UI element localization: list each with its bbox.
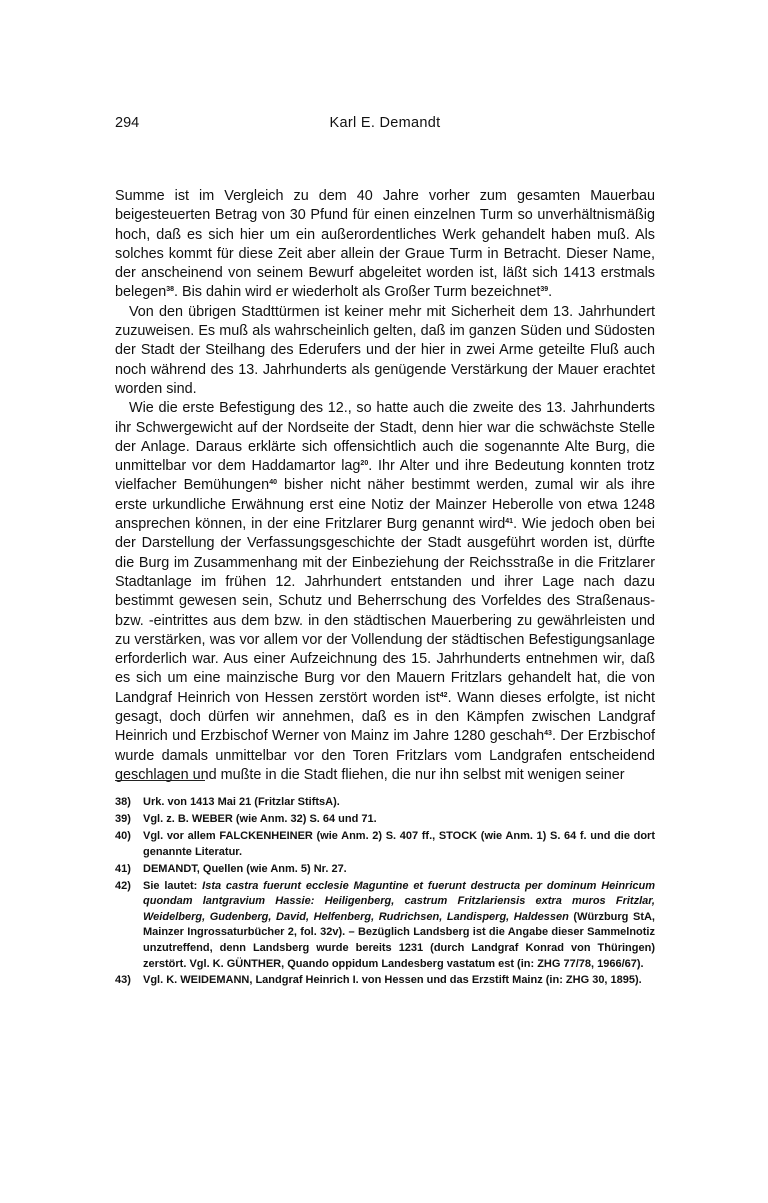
footnote-40 (115, 829, 655, 860)
footnote-38 (115, 795, 655, 811)
text-run: Wie die erste Befestigung des 12., so hatte auch die zweite des 13. Jahrhunderts ihr Schwergewicht auf der Nordseite der Stadt, denn hier war die schwächste Stelle der Anlage. Daraus erklärte sich offensichtlich auch die sogenannte Alte Burg, die unmittelbar vor dem Haddamartor lag (115, 400, 655, 475)
footnote-ref-38: 38 (166, 286, 175, 294)
footnote-text: Vgl. K. WEIDEMANN, Landgraf Heinrich I. von Hessen und das Erzstift Mainz (in: ZHG 30, 1895). (143, 974, 642, 987)
footnote-divider (115, 780, 205, 781)
latin-quotation: Ista castra fuerunt ecclesie Maguntine et fuerunt destructa per dominum Heinricum quondam lantgravium Hassie: Heiligenberg, castrum Fritzlariensis extra muros Fritzlar, Weidelberg, Gudenberg, David, Helfenberg, Rudrichsen, Landisperg, Haldessen (143, 879, 655, 923)
text-run: bisher nicht näher bestimmt werden, zumal wir als ihre erste urkundliche Erwähnung erst eine Notiz der Mainzer Heberolle von etwa 1248 ansprechen können, in der eine Fritzlarer Burg genannt wird (115, 477, 656, 533)
footnote-ref-20: 20 (360, 460, 369, 468)
footnote-text: Vgl. vor allem FALCKENHEINER (wie Anm. 2) S. 407 ff., STOCK (wie Anm. 1) S. 64 f. und die dort genannte Literatur. (143, 829, 655, 858)
paragraph-3 (115, 399, 655, 785)
footnote-ref-43: 43 (544, 730, 552, 738)
footnotes (115, 795, 655, 990)
footnote-number: 41) (115, 862, 131, 875)
footnote-ref-42: 42 (439, 691, 448, 699)
footnote-text-run: Sie lautet: (143, 879, 203, 892)
text-run: . Der Erzbischof wurde damals unmittelbar vor den Toren Fritzlars vom Landgrafen entscheidend geschlagen und mußte in die Stadt fliehen, die nur ihn selbst mit wenigen seiner (115, 728, 655, 783)
footnote-text: Urk. von 1413 Mai 21 (Fritzlar StiftsA). (143, 796, 340, 808)
footnote-text (143, 879, 655, 973)
text-run: . (548, 284, 553, 301)
paragraph-1 (115, 187, 655, 303)
footnote-39 (115, 812, 655, 828)
footnote-number: 40) (115, 829, 131, 842)
footnote-ref-39: 39 (540, 286, 549, 294)
footnote-number: 43) (115, 974, 131, 987)
footnote-number: 39) (115, 812, 131, 825)
text-run: . Bis dahin wird er wiederholt als Großer Turm bezeichnet (174, 284, 541, 301)
text-run: . Wann dieses erfolgte, ist nicht gesagt, doch dürfen wir annehmen, daß es in den Kämpfen zwischen Landgraf Heinrich und Erzbischof Werner von Mainz im Jahre 1280 geschah (115, 689, 655, 745)
footnote-text: Vgl. z. B. WEBER (wie Anm. 32) S. 64 und 71. (143, 812, 377, 825)
text-run: Summe ist im Vergleich zu dem 40 Jahre vorher zum gesamten Mauerbau beigesteuerten Betrag von 30 Pfund für einen einzelnen Turm so unverhältnismäßig hoch, daß es sich hier um ein außerordentliches Werk gehandelt haben muß. Als solches kommt für diese Zeit aber allein der Graue Turm in Betracht. Dieser Name, der anscheinend von seinem Bewurf abgeleitet worden ist, läßt sich 1413 erstmals belegen (115, 188, 655, 301)
footnote-43 (115, 973, 655, 989)
footnote-ref-40: 40 (269, 479, 277, 487)
paragraph-2: Von den übrigen Stadttürmen ist keiner mehr mit Sicherheit dem 13. Jahrhundert zuzuweisen. Es muß als wahrscheinlich gelten, daß im ganzen Süden und Südosten der Stadt der Steilhang des Ederufers und der hier in zwei Arme geteilte Fluß auch noch während des 13. Jahrhunderts als genügende Verstärkung der Mauer erachtet worden sind. (115, 303, 655, 397)
footnote-number: 38) (115, 796, 131, 808)
footnote-text: DEMANDT, Quellen (wie Anm. 5) Nr. 27. (143, 862, 347, 875)
footnote-ref-41: 41 (505, 518, 514, 526)
text-run: . Wie jedoch oben bei der Darstellung der Verfassungsgeschichte der Stadt ausgeführt worden ist, dürfte die Burg im Zusammenhang mit der Einbeziehung der Reichsstraße in die Fritzlarer Stadtanlage im frühen 12. Jahrhundert entstanden und ihrer Lage nach dazu bestimmt gewesen sein, Schutz und Beherrschung des Vorfeldes des Straßenaus- bzw. -eintrittes aus dem bzw. in den städtischen Mauerbering zu gewährleisten und zu verstärken, was vor allem vor der Vollendung der städtischen Befestigungsanlage erforderlich war. Aus einer Aufzeichnung des 15. Jahrhunderts entnehmen wir, daß es sich um eine mainzische Burg vor den Mauern Fritzlars gehandelt hat, die von Landgraf Heinrich von Hessen zerstört worden ist (115, 516, 656, 706)
page-number: 294 (115, 115, 140, 131)
footnote-number: 42) (115, 879, 131, 892)
footnote-41 (115, 862, 655, 878)
running-head: Karl E. Demandt (329, 115, 441, 131)
text-run: . Ihr Alter und ihre Bedeutung konnten trotz vielfacher Bemühungen (115, 458, 655, 494)
page-header (115, 115, 655, 137)
body-text (115, 187, 655, 785)
footnote-42 (115, 879, 655, 973)
footnote-text-run: (Würzburg StA, Mainzer Ingrossaturbücher 2, fol. 32v). – Bezüglich Landsberg ist die Angabe dieser Sammelnotiz unzutreffend, denn Landsberg wurde bereits 1231 (durch Landgraf Konrad von Thüringen) zerstört. Vgl. K. GÜNTHER, Quando oppidum Landesberg vastatum est (in: ZHG 77/78, 1966/67). (143, 910, 655, 970)
